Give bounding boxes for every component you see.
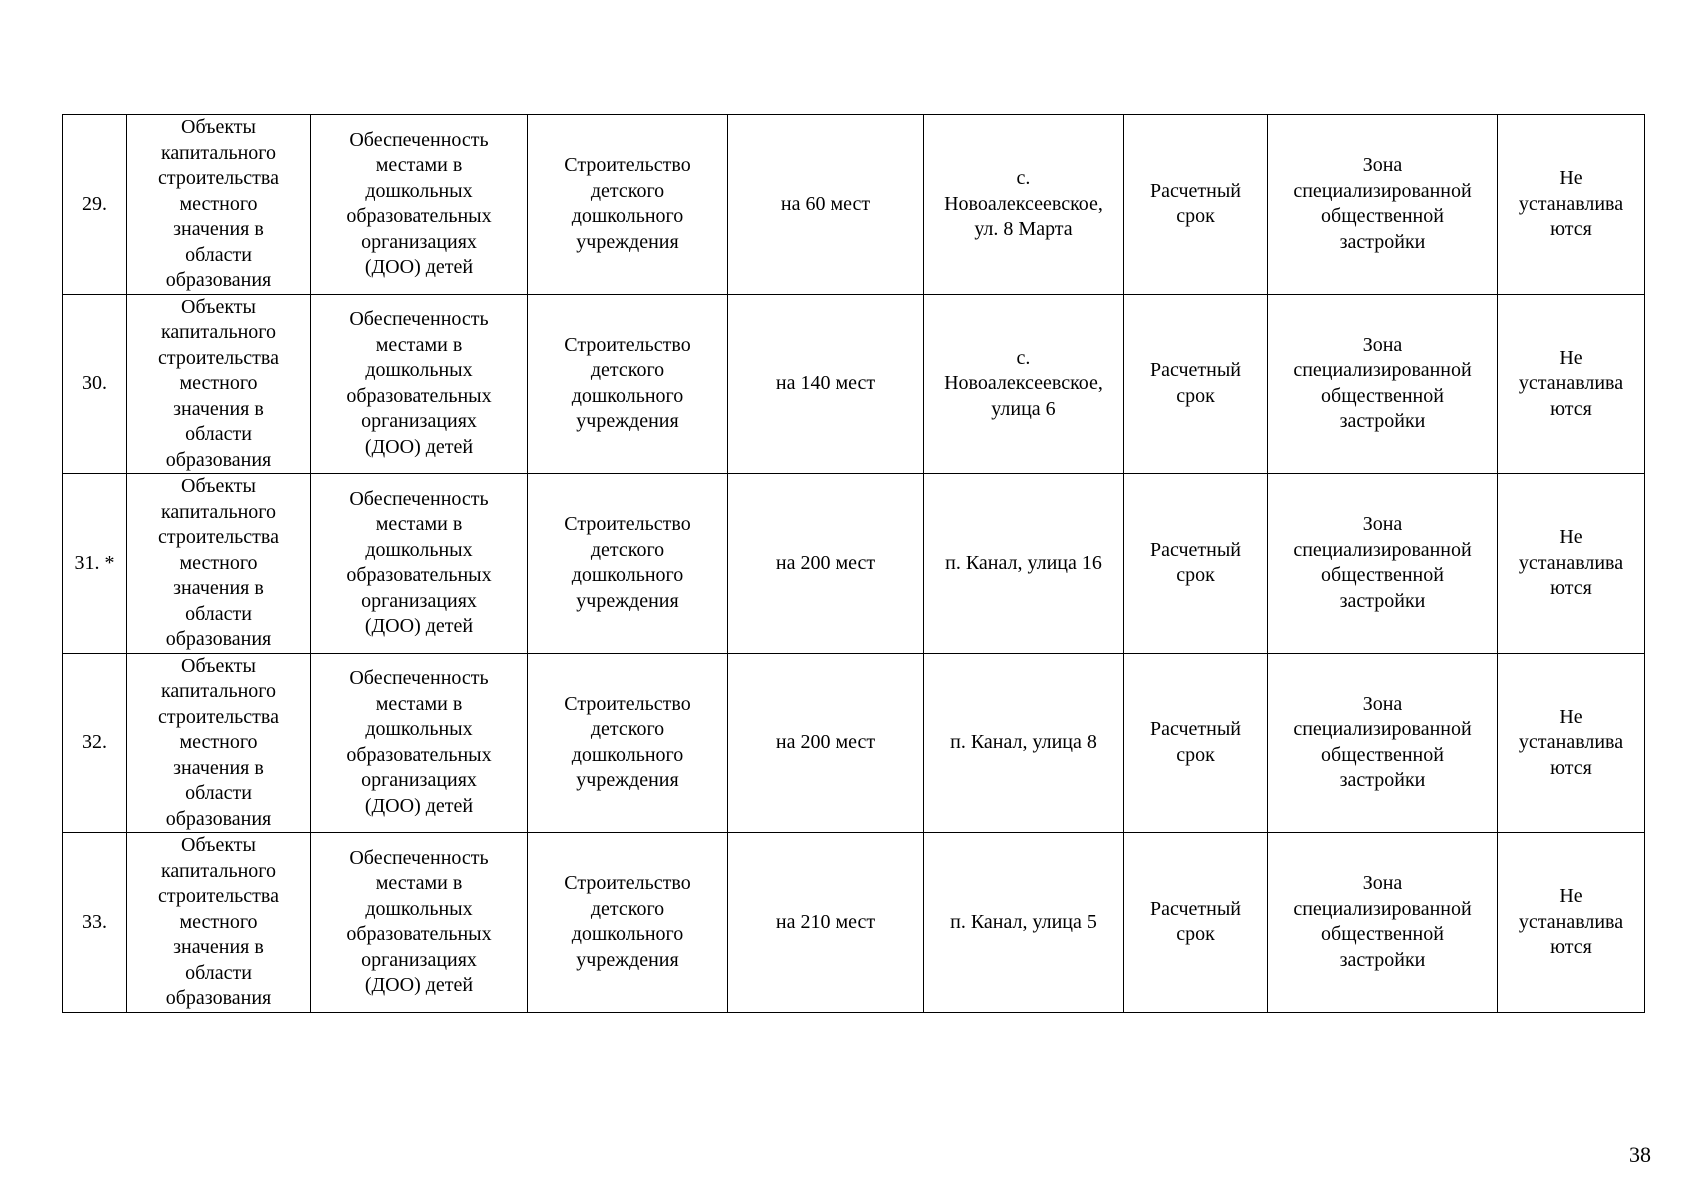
object-type: Объекты капитального строительства местного значения в области образования	[158, 654, 279, 830]
table-row	[63, 474, 1645, 654]
object-name: Строительство детского дошкольного учреждения	[564, 333, 691, 433]
purpose: Обеспеченность местами в дошкольных образовательных организациях (ДОО) детей	[346, 487, 492, 638]
location-cell	[924, 653, 1124, 833]
object-name: Строительство детского дошкольного учреждения	[564, 513, 691, 612]
zone: Зона специализированной общественной застройки	[1293, 872, 1472, 971]
row-number-cell	[63, 115, 127, 295]
object-name: Строительство детского дошкольного учреждения	[564, 154, 691, 253]
location-cell	[924, 294, 1124, 474]
table-body	[63, 115, 1645, 1013]
location: с. Новоалексеевское, ул. 8 Марта	[944, 167, 1103, 240]
purpose-cell	[311, 833, 528, 1013]
object-name-cell	[528, 294, 728, 474]
object-name-cell	[528, 653, 728, 833]
row-number-cell	[63, 833, 127, 1013]
object-type: Объекты капитального строительства местного значения в области образования	[158, 295, 279, 471]
table-row	[63, 833, 1645, 1013]
term: Расчетный срок	[1150, 538, 1241, 587]
term: Расчетный срок	[1150, 718, 1241, 766]
limits: Не устанавлива ются	[1518, 167, 1624, 240]
object-name: Строительство детского дошкольного учреждения	[564, 872, 691, 971]
term-cell	[1124, 653, 1268, 833]
location-cell	[924, 115, 1124, 295]
capacity: на 60 мест	[780, 192, 871, 215]
zone: Зона специализированной общественной застройки	[1293, 333, 1472, 433]
term-cell	[1124, 294, 1268, 474]
term-cell	[1124, 474, 1268, 654]
limits: Не устанавлива ются	[1518, 885, 1624, 958]
page-number: 38	[1629, 1142, 1651, 1167]
object-type-cell	[127, 294, 311, 474]
location-cell	[924, 474, 1124, 654]
purpose: Обеспеченность местами в дошкольных образовательных организациях (ДОО) детей	[346, 308, 492, 458]
object-name-cell	[528, 833, 728, 1013]
table-row	[63, 115, 1645, 295]
capacity: на 200 мест	[775, 731, 876, 753]
capacity-cell	[728, 653, 924, 833]
location: п. Канал, улица 8	[950, 731, 1097, 753]
purpose-cell	[311, 115, 528, 295]
object-type-cell	[127, 833, 311, 1013]
capacity: на 140 мест	[775, 372, 876, 394]
limits-cell	[1498, 474, 1645, 654]
purpose-cell	[311, 474, 528, 654]
row-number: 31. *	[74, 551, 115, 574]
row-number: 29.	[82, 192, 107, 215]
term-cell	[1124, 833, 1268, 1013]
row-number: 33.	[82, 910, 107, 933]
term: Расчетный срок	[1150, 897, 1241, 946]
purpose: Обеспеченность местами в дошкольных образовательных организациях (ДОО) детей	[346, 128, 492, 279]
purpose: Обеспеченность местами в дошкольных образовательных организациях (ДОО) детей	[346, 846, 492, 997]
row-number: 30.	[82, 372, 107, 394]
table-row	[63, 294, 1645, 474]
term: Расчетный срок	[1150, 179, 1241, 228]
limits: Не устанавлива ются	[1518, 705, 1624, 779]
objects-table	[62, 114, 1645, 1013]
object-type-cell	[127, 474, 311, 654]
capacity-cell	[728, 115, 924, 295]
object-name-cell	[528, 474, 728, 654]
location: с. Новоалексеевское, улица 6	[944, 346, 1103, 420]
capacity: на 200 мест	[775, 551, 876, 574]
zone-cell	[1268, 653, 1498, 833]
capacity-cell	[728, 474, 924, 654]
row-number-cell	[63, 653, 127, 833]
term-cell	[1124, 115, 1268, 295]
object-name: Строительство детского дошкольного учреждения	[564, 692, 691, 792]
purpose: Обеспеченность местами в дошкольных образовательных организациях (ДОО) детей	[346, 667, 492, 817]
limits-cell	[1498, 294, 1645, 474]
object-name-cell	[528, 115, 728, 295]
object-type: Объекты капитального строительства местного значения в области образования	[158, 116, 279, 291]
row-number-cell	[63, 474, 127, 654]
limits: Не устанавлива ются	[1518, 526, 1624, 599]
limits-cell	[1498, 833, 1645, 1013]
object-type-cell	[127, 115, 311, 295]
zone: Зона специализированной общественной застройки	[1293, 692, 1472, 792]
zone: Зона специализированной общественной застройки	[1293, 154, 1472, 253]
object-type-cell	[127, 653, 311, 833]
object-type: Объекты капитального строительства местного значения в области образования	[158, 834, 279, 1009]
purpose-cell	[311, 294, 528, 474]
zone: Зона специализированной общественной застройки	[1293, 513, 1472, 612]
purpose-cell	[311, 653, 528, 833]
zone-cell	[1268, 833, 1498, 1013]
limits-cell	[1498, 115, 1645, 295]
location-cell	[924, 833, 1124, 1013]
limits-cell	[1498, 653, 1645, 833]
term: Расчетный срок	[1150, 359, 1241, 407]
zone-cell	[1268, 294, 1498, 474]
row-number: 32.	[82, 731, 107, 753]
capacity: на 210 мест	[775, 910, 876, 933]
location: п. Канал, улица 5	[950, 910, 1097, 933]
limits: Не устанавлива ются	[1518, 346, 1624, 420]
zone-cell	[1268, 474, 1498, 654]
table-row	[63, 653, 1645, 833]
location: п. Канал, улица 16	[945, 551, 1102, 574]
capacity-cell	[728, 833, 924, 1013]
zone-cell	[1268, 115, 1498, 295]
capacity-cell	[728, 294, 924, 474]
row-number-cell	[63, 294, 127, 474]
object-type: Объекты капитального строительства местного значения в области образования	[158, 475, 279, 650]
